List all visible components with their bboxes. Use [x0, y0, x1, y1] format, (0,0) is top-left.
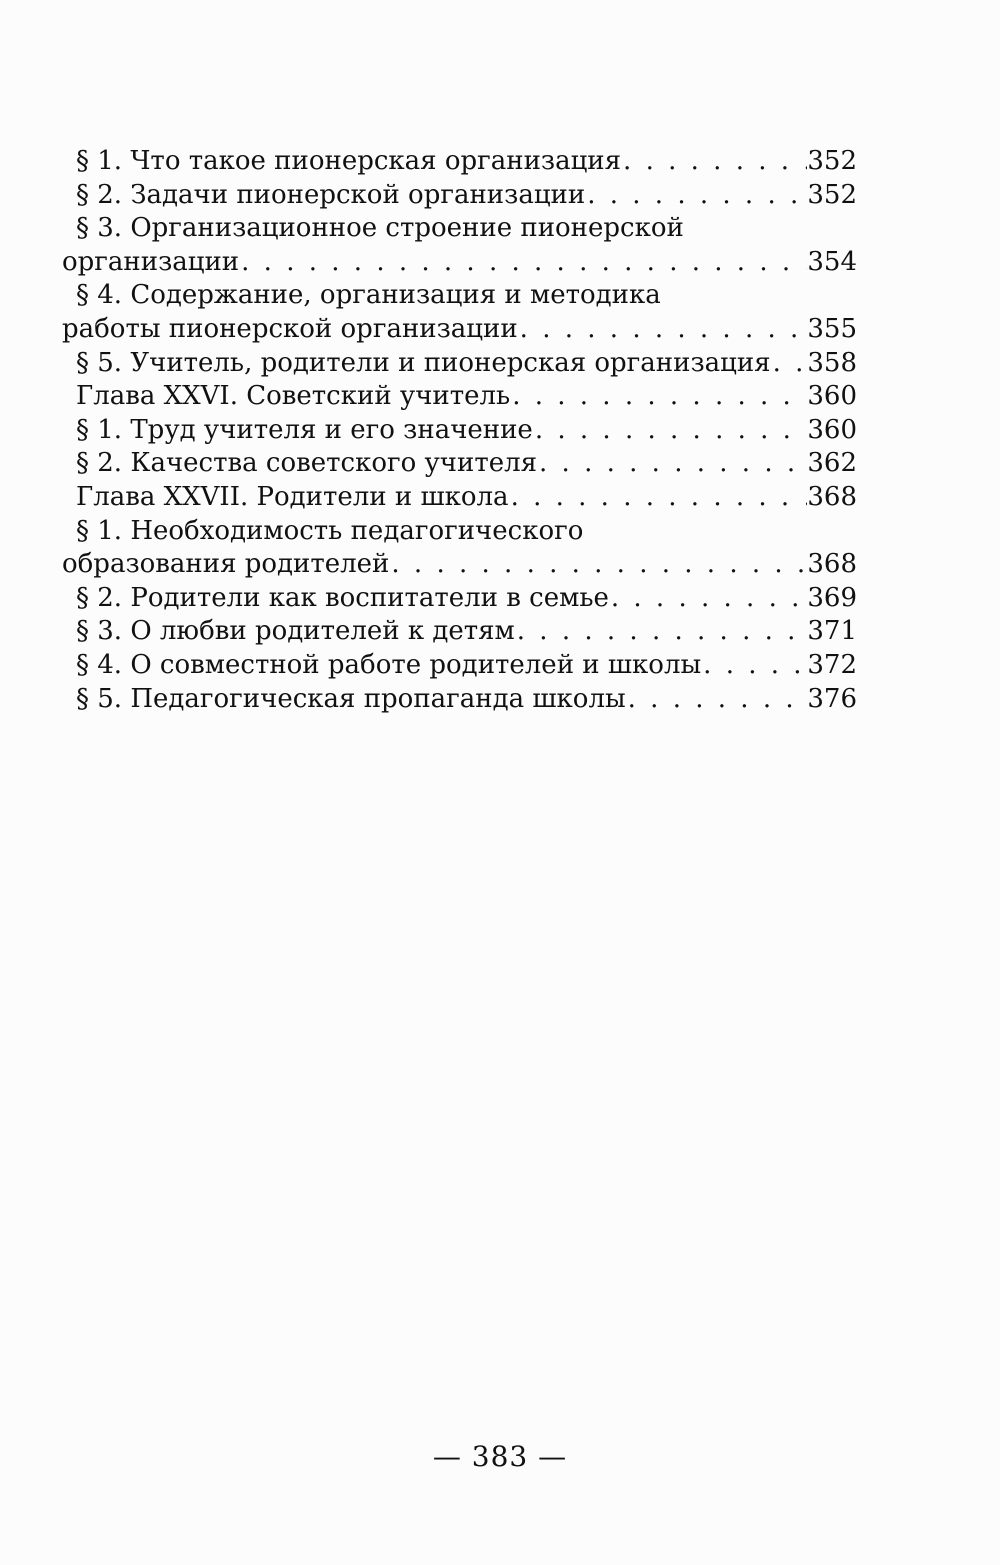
- dot-leader: [515, 615, 808, 649]
- toc-entry-page: 360: [807, 414, 857, 445]
- toc-entry-label: § 2. Задачи пионерской организации: [76, 179, 586, 210]
- toc-entry-label: § 1. Что такое пионерская организация: [76, 146, 622, 176]
- dot-leader: [621, 145, 807, 179]
- toc-entry: [62, 246, 857, 280]
- toc-entry: [62, 683, 857, 717]
- dot-leader: [609, 582, 807, 616]
- toc-entry-page: 360: [807, 381, 857, 412]
- toc-entry-page: 368: [807, 481, 857, 512]
- toc-entry-label: § 1. Труд учителя и его значение: [76, 414, 533, 445]
- toc-entry-page: 371: [807, 616, 857, 647]
- toc-entry-label: § 4. О совместной работе родителей и школы: [76, 649, 702, 680]
- toc-entry-page: 352: [807, 146, 857, 176]
- toc-entry-page: 358: [807, 347, 857, 378]
- toc-entry: [62, 582, 857, 616]
- toc-entry: [62, 615, 857, 649]
- toc-entry: [62, 212, 857, 246]
- toc-entry: [62, 145, 857, 179]
- toc-entry-label: § 5. Педагогическая пропаганда школы: [76, 683, 626, 714]
- toc-entry: [62, 179, 857, 213]
- dot-leader: [509, 481, 808, 515]
- toc-entry: [62, 279, 857, 313]
- toc-entry-page: 355: [807, 313, 857, 344]
- toc-entry: [62, 515, 857, 549]
- dot-leader: [389, 548, 807, 582]
- toc-entry-label: Глава XXVI. Советский учитель: [76, 381, 511, 412]
- dot-leader: [771, 347, 808, 381]
- dot-leader: [239, 246, 807, 280]
- toc-entry: [62, 380, 857, 414]
- toc-entry: [62, 313, 857, 347]
- toc-entry-page: 362: [807, 448, 857, 479]
- toc-entry-page: 354: [807, 246, 857, 277]
- toc-entry-label: образования родителей: [62, 549, 390, 580]
- toc-entry-label: § 2. Качества советского учителя: [76, 448, 538, 479]
- toc-entry-label: § 4. Содержание, организация и методика: [76, 280, 661, 311]
- toc-entry: [62, 649, 857, 683]
- dot-leader: [585, 179, 807, 213]
- dot-leader: [537, 447, 807, 481]
- toc-entry-label: Глава XXVII. Родители и школа: [76, 481, 509, 512]
- toc-entry-page: 369: [807, 582, 857, 613]
- table-of-contents: [62, 145, 857, 716]
- toc-entry-page: 376: [807, 683, 857, 714]
- toc-entry: [62, 447, 857, 481]
- toc-entry-label: § 5. Учитель, родители и пионерская организация: [76, 347, 771, 378]
- toc-entry-label: § 1. Необходимость педагогического: [76, 515, 584, 546]
- dot-leader: [626, 683, 808, 717]
- toc-entry: [62, 414, 857, 448]
- toc-entry-label: § 3. Организационное строение пионерской: [76, 213, 684, 244]
- dot-leader: [533, 414, 808, 448]
- toc-entry-page: 368: [807, 549, 857, 580]
- toc-entry-page: 372: [807, 649, 857, 680]
- dot-leader: [518, 313, 808, 347]
- toc-entry-label: работы пионерской организации: [62, 313, 518, 344]
- toc-entry-label: § 3. О любви родителей к детям: [76, 616, 515, 647]
- dot-leader: [510, 380, 807, 414]
- toc-entry: [62, 481, 857, 515]
- toc-entry: [62, 548, 857, 582]
- toc-entry-label: организации: [62, 246, 240, 277]
- toc-entry-page: 352: [807, 179, 857, 210]
- toc-entry: [62, 347, 857, 381]
- page-number: — 383 —: [432, 1440, 568, 1473]
- toc-entry-label: § 2. Родители как воспитатели в семье: [76, 582, 609, 613]
- dot-leader: [701, 649, 807, 683]
